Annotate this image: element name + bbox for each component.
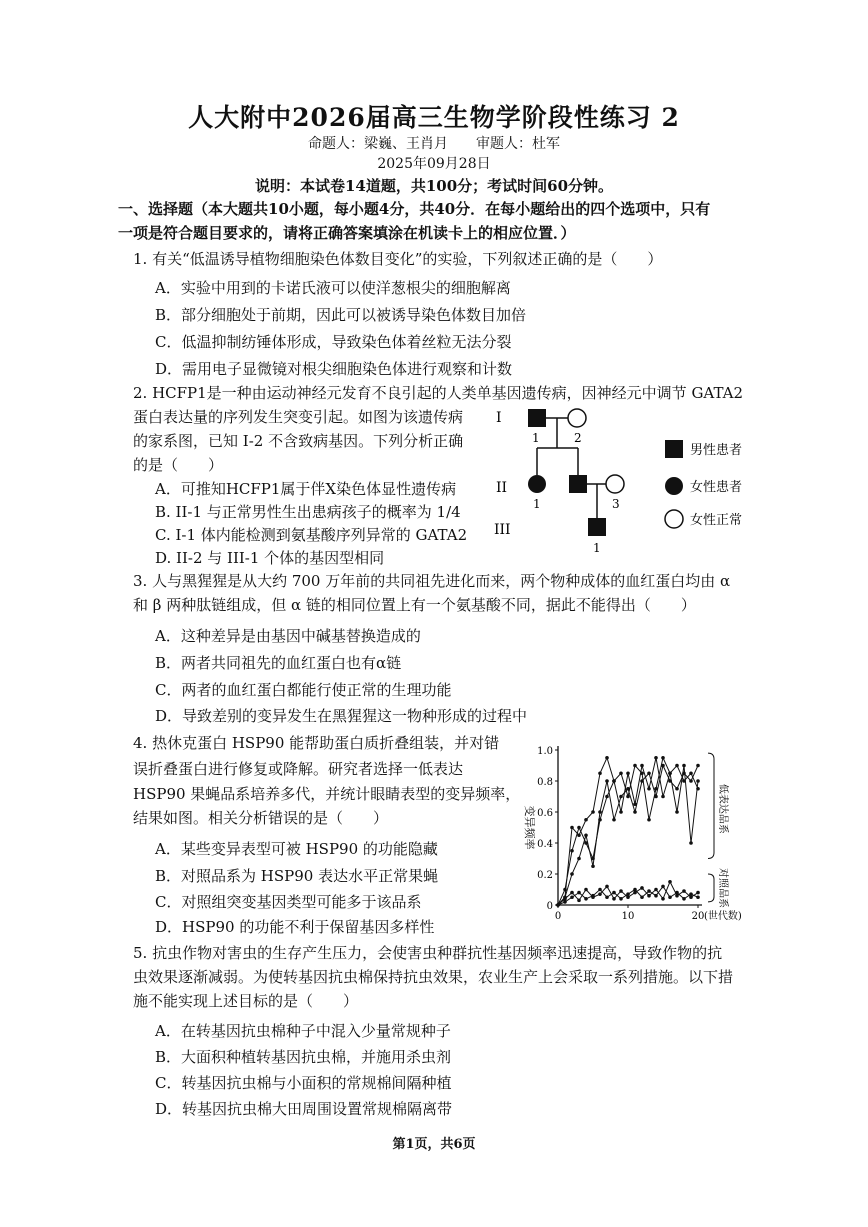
y-tick-label: 0.6 <box>537 808 553 819</box>
data-point <box>654 756 658 760</box>
q5-stem-line2: 虫效果逐渐减弱。为使转基因抗虫棉保持抗虫效果，农业生产上会采取一系列措施。以下措 <box>133 968 734 986</box>
section-heading-line2: 一项是符合题目要求的，请将正确答案填涂在机读卡上的相应位置．） <box>118 224 576 242</box>
i-1-affected-male <box>528 409 546 427</box>
data-point <box>647 894 651 898</box>
exam-title: 人大附中2026届高三生物学阶段性练习 2 <box>188 103 680 132</box>
data-point <box>682 897 686 901</box>
data-point <box>612 779 616 783</box>
data-point <box>633 764 637 768</box>
iii-1-affected-male <box>588 518 606 536</box>
data-point <box>661 764 665 768</box>
q4-option-a[interactable]: A．某些变异表型可被 HSP90 的功能隐藏 <box>155 840 438 858</box>
data-point <box>661 885 665 889</box>
data-point <box>654 795 658 799</box>
bracket-control <box>708 874 714 902</box>
data-point <box>605 756 609 760</box>
data-point <box>570 895 574 899</box>
data-point <box>619 897 623 901</box>
data-point <box>584 818 588 822</box>
data-point <box>689 841 693 845</box>
data-point <box>591 864 595 868</box>
y-axis-label: 变异频率 <box>523 805 536 850</box>
data-point <box>640 886 644 890</box>
q3-option-c[interactable]: C．两者的血红蛋白都能行使正常的生理功能 <box>155 681 452 699</box>
page-footer: 第1页，共6页 <box>392 1137 476 1152</box>
gen-label-i: I <box>496 410 502 426</box>
data-point <box>668 771 672 775</box>
data-point <box>689 779 693 783</box>
data-point <box>619 771 623 775</box>
data-point <box>647 818 651 822</box>
legend-male-affected-icon <box>665 440 683 458</box>
data-point <box>661 897 665 901</box>
legend-female-affected-icon <box>665 477 683 495</box>
data-point <box>682 889 686 893</box>
ii-3-normal-female <box>606 475 624 493</box>
data-point <box>696 895 700 899</box>
data-point <box>612 818 616 822</box>
data-point <box>584 897 588 901</box>
variation-frequency-chart <box>510 735 760 935</box>
legend-female-normal: 女性正常 <box>690 513 743 528</box>
data-point <box>591 895 595 899</box>
q4-option-b[interactable]: B．对照品系为 HSP90 表达水平正常果蝇 <box>155 867 439 885</box>
data-point <box>598 771 602 775</box>
data-point <box>563 897 567 901</box>
data-point <box>675 894 679 898</box>
x-tick-label: 20 <box>691 911 705 922</box>
data-point <box>570 891 574 895</box>
data-point <box>626 892 630 896</box>
data-point <box>584 833 588 837</box>
series-line-1 <box>558 758 698 905</box>
data-point <box>577 891 581 895</box>
q2-stem-line4: 的是（ ） <box>133 456 224 474</box>
series-line-2 <box>558 758 698 905</box>
data-point <box>605 779 609 783</box>
data-point <box>647 889 651 893</box>
group-label-low-expression: 低表达品系 <box>717 783 728 834</box>
q2-stem-line2: 蛋白表达量的序列发生突变引起。如图为该遗传病 <box>133 408 464 426</box>
gen-label-ii: II <box>496 480 508 496</box>
data-point <box>640 779 644 783</box>
q1-option-b[interactable]: B．部分细胞处于前期，因此可以被诱导染色体数目加倍 <box>155 306 527 324</box>
section-heading-line1: 一、选择题（本大题共10小题，每小题4分，共40分．在每小题给出的四个选项中，只有 <box>118 200 711 218</box>
data-point <box>633 810 637 814</box>
q5-option-d[interactable]: D．转基因抗虫棉大田周围设置常规棉隔离带 <box>155 1100 453 1118</box>
ii-1-affected-female <box>528 475 546 493</box>
q2-stem-line1: 2. HCFP1是一种由运动神经元发育不良引起的人类单基因遗传病，因神经元中调节 GATA2 <box>133 384 744 402</box>
legend-female-normal-icon <box>665 510 683 528</box>
exam-note: 说明：本试卷14道题，共100分；考试时间60分钟。 <box>254 177 614 195</box>
data-point <box>591 810 595 814</box>
data-point <box>682 764 686 768</box>
authors-line: 命题人：梁巍、王肖月 审题人：杜军 <box>308 136 560 152</box>
data-point <box>626 795 630 799</box>
x-tick-label: 0 <box>554 911 562 922</box>
data-point <box>661 795 665 799</box>
q5-option-c[interactable]: C．转基因抗虫棉与小面积的常规棉间隔种植 <box>155 1074 452 1092</box>
q3-stem-line1: 3. 人与黑猩猩是从大约 700 万年前的共同祖先进化而来，两个物种成体的血红蛋白均由 α <box>133 572 731 590</box>
data-point <box>577 826 581 830</box>
q5-stem-line3: 施不能实现上述目标的是（ ） <box>133 992 359 1010</box>
q5-option-b[interactable]: B．大面积种植转基因抗虫棉，并施用杀虫剂 <box>155 1048 452 1066</box>
data-point <box>689 771 693 775</box>
q5-option-a[interactable]: A．在转基因抗虫棉种子中混入少量常规种子 <box>155 1022 451 1040</box>
data-point <box>626 771 630 775</box>
data-point <box>647 771 651 775</box>
bracket-low-expression <box>708 753 714 858</box>
data-point <box>577 833 581 837</box>
q1-stem: 1. 有关“低温诱导植物细胞染色体数目变化”的实验，下列叙述正确的是（ ） <box>133 250 663 268</box>
y-tick-label: 0.4 <box>537 839 553 850</box>
data-point <box>696 779 700 783</box>
data-point <box>647 787 651 791</box>
y-tick-label: 0 <box>546 901 553 912</box>
q1-option-c[interactable]: C．低温抑制纺锤体形成，导致染色体着丝粒无法分裂 <box>155 333 512 351</box>
q1-option-a[interactable]: A．实验中用到的卡诺氏液可以使洋葱根尖的细胞解离 <box>155 279 511 297</box>
q2-stem-line3: 的家系图，已知 I-2 不含致病基因。下列分析正确 <box>133 432 464 450</box>
data-point <box>605 795 609 799</box>
data-point <box>640 764 644 768</box>
q4-stem-line2: 误折叠蛋白进行修复或降解。研究者选择一低表达 <box>133 760 464 778</box>
data-point <box>675 764 679 768</box>
data-point <box>563 900 567 904</box>
data-point <box>612 891 616 895</box>
q2-option-b[interactable]: B. II-1 与正常男性生出患病孩子的概率为 1/4 <box>155 503 461 521</box>
data-point <box>654 888 658 892</box>
data-point <box>605 895 609 899</box>
data-point <box>675 810 679 814</box>
q4-option-d[interactable]: D．HSP90 的功能不利于保留基因多样性 <box>155 918 435 936</box>
y-tick-label: 0.2 <box>537 870 553 881</box>
data-point <box>605 885 609 889</box>
y-tick-label: 1.0 <box>537 746 553 757</box>
q3-option-d[interactable]: D．导致差别的变异发生在黑猩猩这一物种形成的过程中 <box>155 707 528 725</box>
data-point <box>598 888 602 892</box>
data-point <box>689 895 693 899</box>
x-tick-label: 10 <box>621 911 635 922</box>
q4-stem-line1: 4. 热休克蛋白 HSP90 能帮助蛋白质折叠组装，并对错 <box>133 734 500 752</box>
pedigree-diagram <box>490 400 780 560</box>
iii-1-number: 1 <box>593 541 601 555</box>
data-point <box>563 888 567 892</box>
i-1-number: 1 <box>532 431 540 445</box>
data-point <box>689 892 693 896</box>
q5-stem-line1: 5. 抗虫作物对害虫的生存产生压力，会使害虫种群抗性基因频率迅速提高，导致作物的抗 <box>133 944 723 962</box>
data-point <box>675 787 679 791</box>
q3-option-a[interactable]: A．这种差异是由基因中碱基替换造成的 <box>155 627 421 645</box>
data-point <box>661 756 665 760</box>
data-point <box>696 891 700 895</box>
data-point <box>668 895 672 899</box>
data-point <box>612 897 616 901</box>
data-point <box>633 891 637 895</box>
group-label-control: 对照品系 <box>717 867 728 908</box>
data-point <box>633 888 637 892</box>
data-point <box>570 826 574 830</box>
data-point <box>584 888 588 892</box>
ii-2-affected-male <box>569 475 587 493</box>
data-point <box>626 895 630 899</box>
data-point <box>619 810 623 814</box>
i-2-normal-female <box>568 409 586 427</box>
data-point <box>619 795 623 799</box>
data-point <box>570 849 574 853</box>
q1-option-d[interactable]: D．需用电子显微镜对根尖细胞染色体进行观察和计数 <box>155 360 513 378</box>
q4-stem-line4: 结果如图。相关分析错误的是（ ） <box>133 809 389 827</box>
legend-male-affected: 男性患者 <box>690 443 743 458</box>
data-point <box>640 895 644 899</box>
data-point <box>577 899 581 903</box>
ii-3-number: 3 <box>612 497 620 511</box>
data-point <box>626 787 630 791</box>
q2-option-d[interactable]: D. II-2 与 III-1 个体的基因型相同 <box>155 549 385 567</box>
legend-female-affected: 女性患者 <box>690 480 743 495</box>
gen-label-iii: III <box>494 522 511 538</box>
i-2-number: 2 <box>574 431 582 445</box>
q3-option-b[interactable]: B．两者共同祖先的血红蛋白也有α链 <box>155 654 402 672</box>
data-point <box>696 764 700 768</box>
data-point <box>668 779 672 783</box>
data-point <box>668 880 672 884</box>
data-point <box>577 857 581 861</box>
data-point <box>654 894 658 898</box>
data-point <box>682 771 686 775</box>
data-point <box>598 810 602 814</box>
data-point <box>619 889 623 893</box>
ii-1-number: 1 <box>533 497 541 511</box>
x-axis-label: (世代数) <box>704 911 742 922</box>
q2-option-a[interactable]: A．可推知HCFP1属于伴X染色体显性遗传病 <box>155 480 457 498</box>
data-point <box>570 872 574 876</box>
data-point <box>556 903 560 907</box>
y-tick-label: 0.8 <box>537 777 553 788</box>
q2-option-c[interactable]: C. I-1 体内能检测到氨基酸序列异常的 GATA2 <box>155 526 468 544</box>
exam-date: 2025年09月28日 <box>377 156 491 172</box>
q3-stem-line2: 和 β 两种肽链组成，但 α 链的相同位置上有一个氨基酸不同，据此不能得出（ ） <box>133 596 696 614</box>
q4-stem-line3: HSP90 果蝇品系培养多代，并统计眼睛表型的变异频率， <box>133 785 521 803</box>
data-point <box>598 892 602 896</box>
q4-option-c[interactable]: C．对照组突变基因类型可能多于该品系 <box>155 893 422 911</box>
